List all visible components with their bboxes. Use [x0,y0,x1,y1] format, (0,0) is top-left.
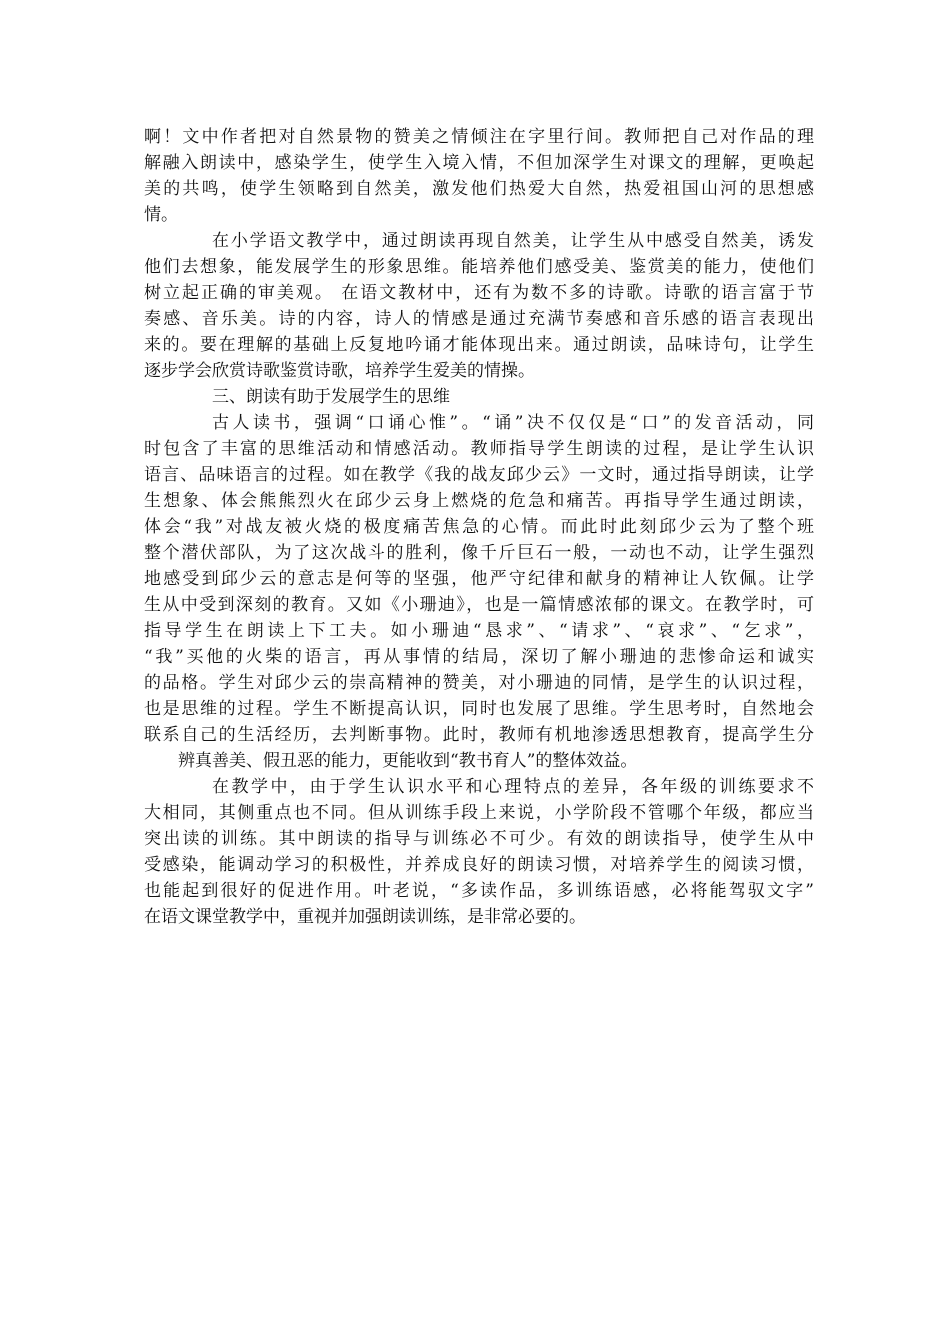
text-line: 啊！文中作者把对自然景物的赞美之情倾注在字里行间。教师把自己对作品的理 [144,127,814,147]
text-line: 整个潜伏部队，为了这次战斗的胜利，像千斤巨石一般，一动也不动，让学生强烈 [144,543,814,563]
text-line: 生从中受到深刻的教育。又如《小珊迪》，也是一篇情感浓郁的课文。在教学时，可 [144,595,814,615]
text-line: 也是思维的过程。学生不断提高认识，同时也发展了思维。学生思考时，自然地会 [144,699,814,719]
text-line: 受感染，能调动学习的积极性，并养成良好的朗读习惯，对培养学生的阅读习惯， [144,855,814,875]
text-line: 他们去想象，能发展学生的形象思维。能培养他们感受美、鉴赏美的能力，使他们 [144,257,814,277]
text-line: 联系自己的生活经历，去判断事物。此时，教师有机地渗透思想教育，提高学生分 [144,725,814,745]
text-line: 生想象、体会熊熊烈火在邱少云身上燃烧的危急和痛苦。再指导学生通过朗读， [144,491,814,511]
document-page [144,124,814,930]
section-heading [144,384,814,410]
text-line: 辨真善美、假丑恶的能力，更能收到“教书育人”的整体效益。 [178,751,638,771]
paragraph-1 [144,124,814,228]
text-line: 在小学语文教学中，通过朗读再现自然美，让学生从中感受自然美，诱发 [212,231,814,251]
paragraph-3-continuation [144,748,814,774]
text-line: 在语文课堂教学中，重视并加强朗读训练，是非常必要的。 [144,907,586,927]
text-line: 也能起到很好的促进作用。叶老说，“多读作品，多训练语感，必将能驾驭文字” [144,881,814,901]
text-line: 时包含了丰富的思维活动和情感活动。教师指导学生朗读的过程，是让学生认识 [144,439,814,459]
section-heading-text: 三、朗读有助于发展学生的思维 [212,387,450,407]
text-line: 树立起正确的审美观。 在语文教材中，还有为数不多的诗歌。诗歌的语言富于节 [144,283,814,303]
text-line: 的品格。学生对邱少云的崇高精神的赞美，对小珊迪的同情，是学生的认识过程， [144,673,814,693]
text-line: 大相同，其侧重点也不同。但从训练手段上来说，小学阶段不管哪个年级，都应当 [144,803,814,823]
text-line: 解融入朗读中，感染学生，使学生入境入情，不但加深学生对课文的理解，更唤起 [144,153,814,173]
text-line: 语言、品味语言的过程。如在教学《我的战友邱少云》一文时，通过指导朗读，让学 [144,465,814,485]
text-line: 突出读的训练。其中朗读的指导与训练必不可少。有效的朗读指导，使学生从中 [144,829,814,849]
paragraph-3 [144,410,814,748]
text-line: 古人读书，强调“口诵心惟”。“诵”决不仅仅是“口”的发音活动，同 [212,413,814,433]
text-line: 奏感、音乐美。诗的内容，诗人的情感是通过充满节奏感和音乐感的语言表现出 [144,309,814,329]
text-line: 指导学生在朗读上下工夫。如小珊迪“恳求”、“请求”、“哀求”、“乞求”， [144,621,814,641]
text-line: “我”买他的火柴的语言，再从事情的结局，深切了解小珊迪的悲惨命运和诚实 [144,647,814,667]
text-line: 来的。要在理解的基础上反复地吟诵才能体现出来。通过朗读，品味诗句，让学生 [144,335,814,355]
paragraph-4 [144,774,814,930]
text-line: 逐步学会欣赏诗歌鉴赏诗歌，培养学生爱美的情操。 [144,361,535,381]
text-line: 体会“我”对战友被火烧的极度痛苦焦急的心情。而此时此刻邱少云为了整个班 [144,517,814,537]
text-line: 情。 [144,205,178,225]
text-line: 地感受到邱少云的意志是何等的坚强，他严守纪律和献身的精神让人钦佩。让学 [144,569,814,589]
text-line: 在教学中，由于学生认识水平和心理特点的差异，各年级的训练要求不 [212,777,814,797]
paragraph-2 [144,228,814,384]
text-line: 美的共鸣，使学生领略到自然美，激发他们热爱大自然，热爱祖国山河的思想感 [144,179,814,199]
